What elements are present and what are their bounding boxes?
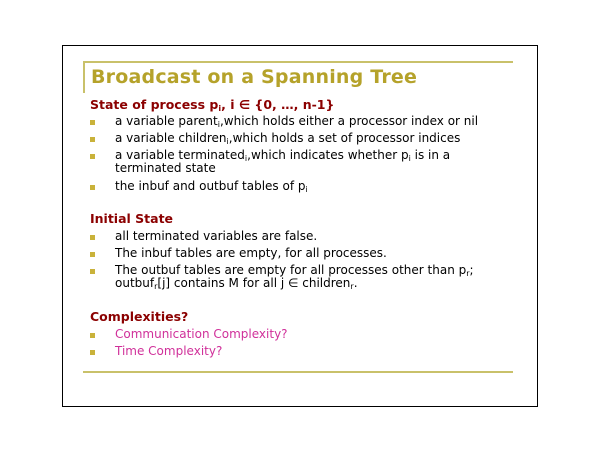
bullet-icon [90,333,95,338]
state-item-parent: a variable parent$_i$,which holds either a processor index or nil [115,114,479,129]
bullet-icon [90,154,95,159]
complexity-item-time: Time Complexity? [115,344,223,358]
bullet-icon [90,252,95,257]
initial-state-heading: Initial State [90,211,174,226]
bullet-icon [90,269,95,274]
slide [62,45,538,407]
footer-divider [83,371,513,373]
bullet-icon [90,235,95,240]
initial-item-outbuf: The outbuf tables are empty for all processes other than $p_r$; outbuf$_r$[j] contains M for all j ∈ children$_r$. [115,263,474,291]
state-heading: State of process $p_i$, i ∈ {0, …, n-1} [90,97,335,113]
initial-item-inbuf: The inbuf tables are empty, for all processes. [115,246,387,260]
slide-title: Broadcast on a Spanning Tree [91,66,418,88]
state-item-buffers: the inbuf and outbuf tables of $p_i$ [115,179,308,194]
complexities-heading: Complexities? [90,309,189,324]
initial-item-terminated: all terminated variables are false. [115,229,318,243]
bullet-icon [90,120,95,125]
complexity-item-communication: Communication Complexity? [115,327,288,341]
title-accent-bar [83,61,85,93]
bullet-icon [90,185,95,190]
bullet-icon [90,137,95,142]
state-item-terminated: a variable terminated$_i$,which indicates whether $p_i$ is in a terminated state [115,148,451,175]
bullet-icon [90,350,95,355]
title-divider [83,61,513,63]
state-item-children: a variable children$_i$,which holds a set of processor indices [115,131,461,146]
